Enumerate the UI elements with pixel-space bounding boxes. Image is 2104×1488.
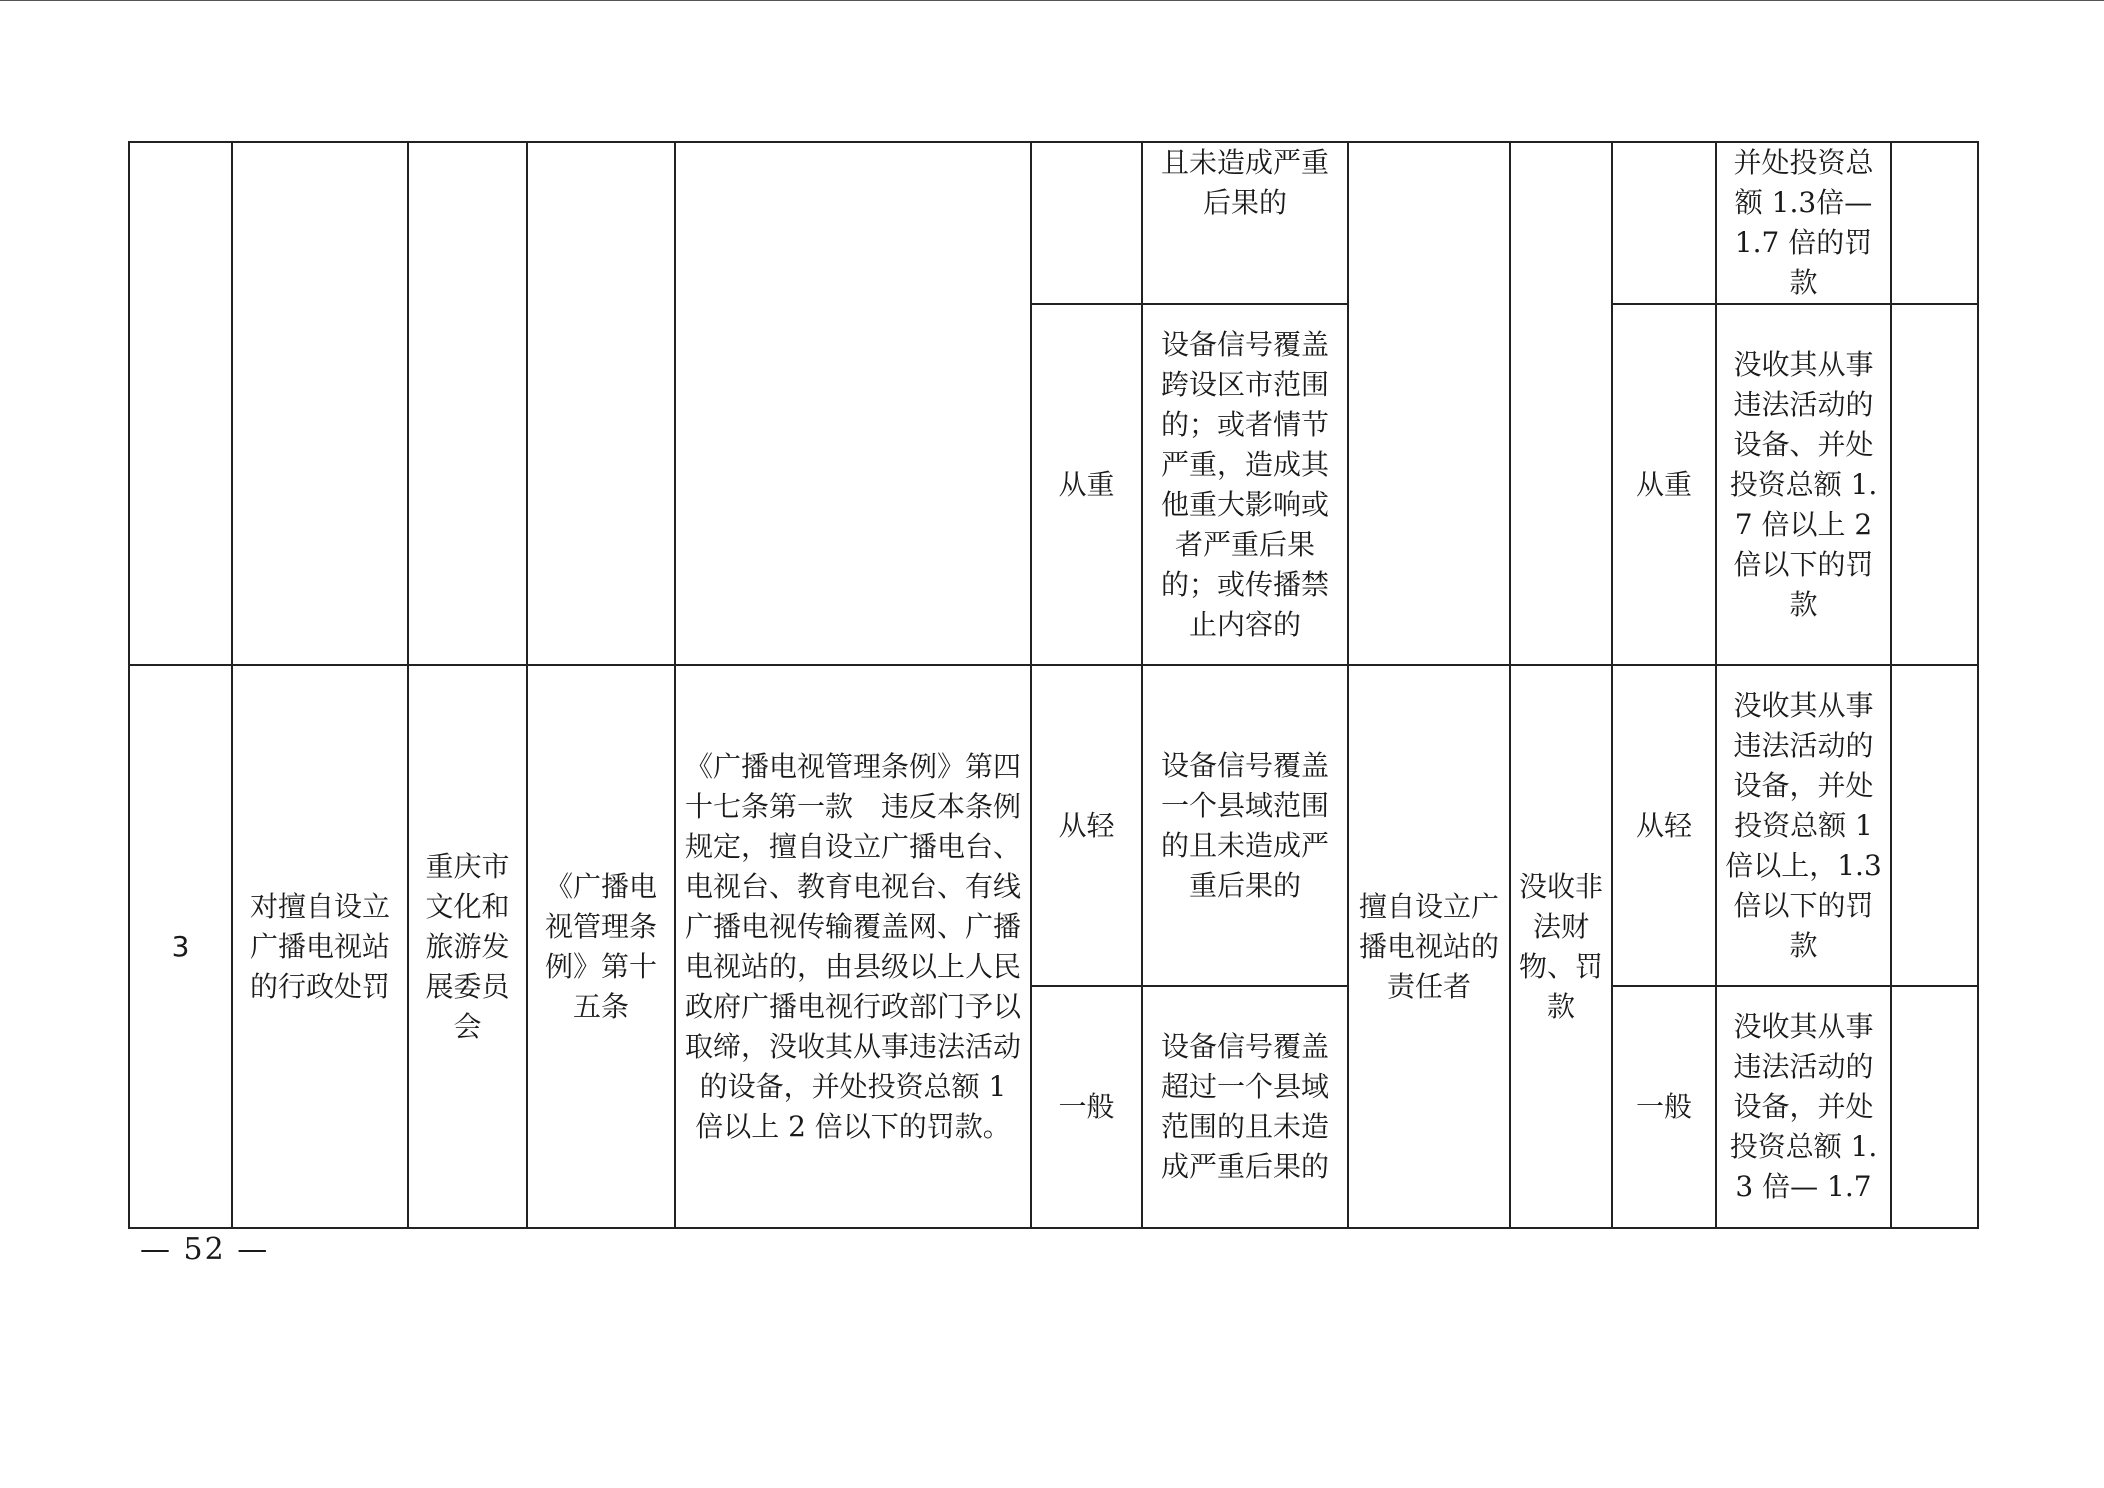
standard-cell: 没收其从事违法活动的设备、并处投资总额 1.7 倍以上 2 倍以下的罚款	[1716, 304, 1891, 665]
authority-cell-empty	[408, 142, 527, 665]
page-number: — 52 —	[140, 1232, 270, 1267]
standard-cell: 没收其从事违法活动的设备，并处投资总额 1.3 倍— 1.7	[1716, 986, 1891, 1228]
circumstance-cell: 且未造成严重后果的	[1142, 142, 1348, 304]
item-name: 对擅自设立广播电视站的行政处罚	[232, 665, 408, 1228]
circumstance-cell: 设备信号覆盖跨设区市范围的；或者情节严重，造成其他重大影响或者严重后果的；或传播禁止内容的	[1142, 304, 1348, 665]
level-cell: 一般	[1031, 986, 1142, 1228]
circumstance-cell: 设备信号覆盖超过一个县域范围的且未造成严重后果的	[1142, 986, 1348, 1228]
name-cell-empty	[232, 142, 408, 665]
item-provision-text: 《广播电视管理条例》第四十七条第一款 违反本条例规定，擅自设立广播电台、电视台、教育电视台、有线广播电视传输覆盖网、广播电视站的，由县级以上人民政府广播电视行政部门予以取缔，没收其从事违法活动的设备，并处投资总额 1 倍以上 2 倍以下的罚款。	[684, 749, 1021, 1143]
legal-basis-cell-empty	[527, 142, 675, 665]
number-cell-empty	[129, 142, 232, 665]
penalty-level-cell: 从重	[1612, 304, 1716, 665]
page-top-border	[0, 0, 2104, 1]
remark-cell	[1891, 304, 1978, 665]
standard-cell: 没收其从事违法活动的设备，并处投资总额 1 倍以上，1.3 倍以下的罚款	[1716, 665, 1891, 986]
penalty-type-cell-empty	[1510, 142, 1612, 665]
penalty-level-cell: 一般	[1612, 986, 1716, 1228]
table-row	[129, 665, 1978, 986]
level-cell: 从轻	[1031, 665, 1142, 986]
subject-cell-empty	[1348, 142, 1510, 665]
provision-cell-empty	[675, 142, 1031, 665]
penalty-table	[128, 141, 1979, 1229]
level-cell-empty	[1031, 142, 1142, 304]
remark-cell	[1891, 665, 1978, 986]
level-cell: 从重	[1031, 304, 1142, 665]
item-authority: 重庆市文化和旅游发展委员会	[408, 665, 527, 1228]
circumstance-cell: 设备信号覆盖一个县域范围的且未造成严重后果的	[1142, 665, 1348, 986]
item-number: 3	[129, 665, 232, 1228]
item-legal-basis: 《广播电视管理条例》第十五条	[527, 665, 675, 1228]
item-subject: 擅自设立广播电视站的责任者	[1348, 665, 1510, 1228]
item-provision	[675, 665, 1031, 1228]
item-penalty-type: 没收非法财物、罚款	[1510, 665, 1612, 1228]
remark-cell	[1891, 142, 1978, 304]
table-row	[129, 142, 1978, 304]
standard-cell: 并处投资总额 1.3倍—1.7 倍的罚款	[1716, 142, 1891, 304]
penalty-level-cell-empty	[1612, 142, 1716, 304]
penalty-level-cell: 从轻	[1612, 665, 1716, 986]
remark-cell	[1891, 986, 1978, 1228]
